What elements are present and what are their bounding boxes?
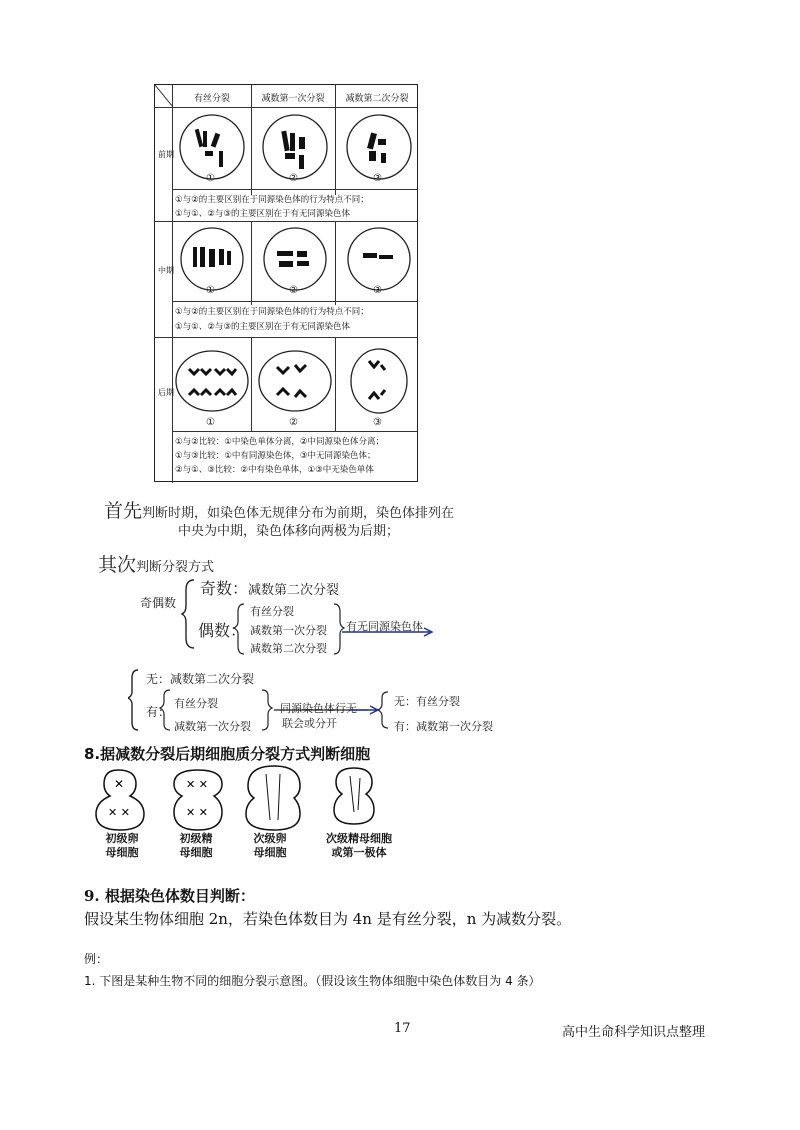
tree1-even: 偶数： [198,621,247,640]
svg-text:✕ ✕: ✕ ✕ [186,778,208,791]
division-comparison-table [154,84,418,482]
header-meiosis-1: 减数第一次分裂 [261,94,325,104]
row-label-anaphase: 后期 [158,388,174,397]
second-judge-text: 判断分裂方式 [136,560,215,575]
tree2-have-item: 减数第一次分裂 [174,720,251,733]
tree1-even-item: 减数第二次分裂 [250,642,327,655]
svg-text:✕ ✕: ✕ ✕ [108,806,130,819]
cell-number: ① [206,417,215,428]
anaphase-note-1: ①与②比较：①中染色单体分离，②中同源染色体分离； [175,437,384,447]
first-judge-big: 首先 [104,500,143,522]
tree2-result-none: 无：有丝分裂 [394,695,460,708]
cell-number: ① [206,285,215,296]
page-number: 17 [394,1021,411,1036]
svg-text:✕ ✕: ✕ ✕ [186,806,208,819]
cell-number: ③ [373,173,382,184]
header-meiosis-2: 减数第二次分裂 [345,94,409,104]
tree1-odd-value: 减数第二次分裂 [248,583,340,598]
tree1-arrow-label: 有无同源染色体 [346,620,423,633]
cell-number: ② [289,417,298,428]
prophase-note-1: ①与②的主要区别在于同源染色体的行为特点不同； [175,195,369,205]
svg-text:✕: ✕ [114,777,125,791]
section-8-cells [88,760,398,832]
tree1-even-item: 有丝分裂 [250,605,294,618]
first-judge-line-2: 中央为中期，染色体移向两极为后期； [178,524,400,539]
anaphase-note-3: ②与①、③比较：②中有染色单体，①③中无染色单体 [175,465,374,475]
anaphase-note-2: ①与③比较：①中有同源染色体，③中无同源染色体； [175,451,376,461]
cell-number: ③ [373,285,382,296]
row-label-metaphase: 中期 [158,266,174,275]
row-label-prophase: 前期 [158,150,174,159]
tree2-have-item: 有丝分裂 [174,697,218,710]
footer-title: 高中生命科学知识点整理 [562,1025,706,1040]
caption-primary-oocyte: 初级卵 母细胞 [105,832,139,859]
second-judge [98,550,214,577]
first-judge-text: 判断时期，如染色体无规律分布为前期，染色体排列在 [142,506,455,521]
tree2-result-have: 有：减数第一次分裂 [394,720,493,733]
caption-secondary-spermatocyte: 次级精母细胞 或第一极体 [326,832,392,859]
cell-number: ① [206,173,215,184]
tree1-odd [200,576,339,599]
tree2-none: 无：减数第二次分裂 [146,672,255,686]
tree1-even-item: 减数第一次分裂 [250,624,327,637]
caption-primary-spermatocyte: 初级精 母细胞 [179,832,213,859]
tree1-odd-label: 奇数： [200,579,249,598]
header-mitosis: 有丝分裂 [193,94,230,104]
prophase-note-2: ①与①、②与③的主要区别在于有无同源染色体 [175,209,350,219]
cell-number: ② [289,285,298,296]
first-judge-line-1 [104,496,454,523]
section-9-body: 假设某生物体细胞 2n，若染色体数目为 4n 是有丝分裂，n 为减数分裂。 [84,910,572,928]
example-question-1: 1. 下图是某种生物不同的细胞分裂示意图。（假设该生物体细胞中染色体数目为 4 条） [84,974,541,988]
caption-secondary-oocyte: 次级卵 母细胞 [253,832,287,859]
metaphase-note-2: ①与①、②与③的主要区别在于有无同源染色体 [175,322,350,332]
tree2-have: 有： [146,705,171,719]
tree2-mid-bottom: 联会或分开 [282,717,337,730]
example-label: 例： [84,952,109,966]
second-judge-big: 其次 [98,554,137,576]
section-9-title: 9. 根据染色体数目判断： [84,887,255,905]
section-8-title: 8.据减数分裂后期细胞质分裂方式判断细胞 [84,745,371,763]
tree2-mid-top: 同源染色体行无 [280,702,357,715]
tree1-root: 奇偶数 [140,596,177,610]
cell-number: ③ [373,417,382,428]
metaphase-note-1: ①与②的主要区别在于同源染色体的行为特点不同； [175,307,369,317]
cell-number: ② [289,173,298,184]
